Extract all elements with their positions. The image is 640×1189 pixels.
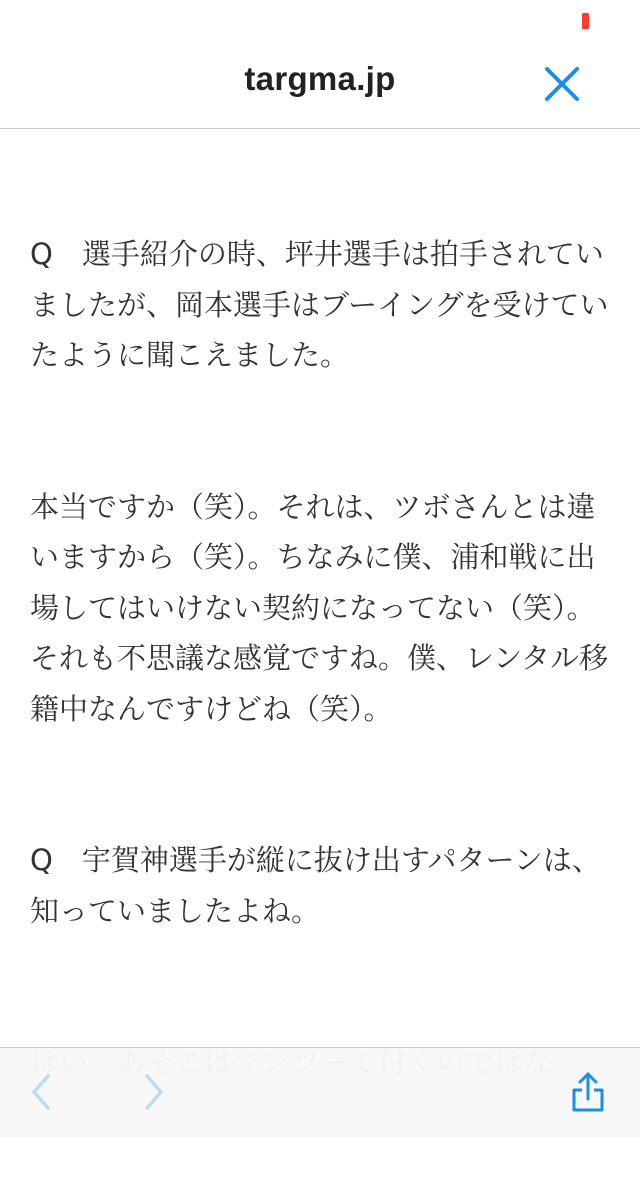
share-button[interactable] bbox=[566, 1070, 610, 1114]
chevron-left-icon bbox=[20, 1070, 64, 1114]
forward-button[interactable] bbox=[133, 1070, 177, 1114]
page-title: targma.jp bbox=[244, 60, 396, 97]
battery-icon bbox=[582, 13, 589, 29]
bottom-toolbar bbox=[0, 1047, 640, 1137]
back-button[interactable] bbox=[20, 1070, 64, 1114]
nav-bar bbox=[0, 40, 640, 129]
article-paragraph: 本当ですか（笑）。それは、ツボさんとは違いますから（笑）。ちなみに僕、浦和戦に出場してはいけない契約になってない（笑）。それも不思議な感覚ですね。僕、レンタル移籍中なんですけどね（笑）。 bbox=[30, 489, 609, 726]
close-icon bbox=[540, 62, 584, 106]
article-paragraph: Q 宇賀神選手が縦に抜け出すパターンは、知っていましたよね。 bbox=[30, 843, 601, 928]
share-icon bbox=[566, 1070, 610, 1114]
article-content[interactable] bbox=[0, 129, 640, 1047]
chevron-right-icon bbox=[133, 1070, 177, 1114]
close-button[interactable] bbox=[540, 62, 584, 106]
article-body bbox=[30, 229, 612, 1189]
status-bar bbox=[0, 0, 640, 40]
article-paragraph: Q 選手紹介の時、坪井選手は拍手されていましたが、岡本選手はブーイングを受けていたように聞こえました。 bbox=[30, 237, 609, 372]
